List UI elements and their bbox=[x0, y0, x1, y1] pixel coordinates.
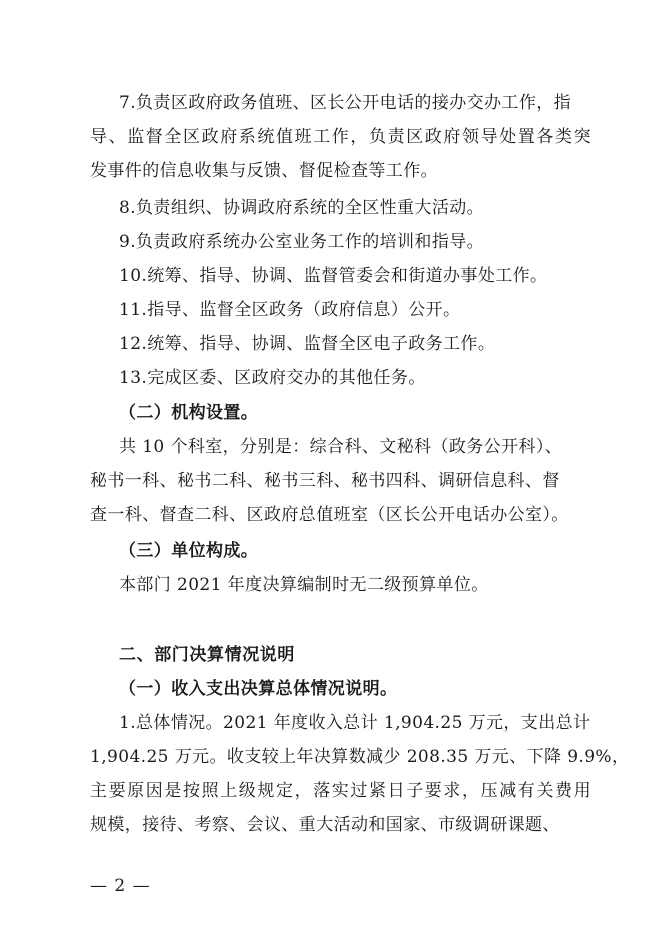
section-subheading: （二）机构设置。 bbox=[119, 403, 259, 423]
paragraph-line: 11.指导、监督全区政务（政府信息）公开。 bbox=[119, 300, 461, 320]
paragraph-line: 7.负责区政府政务值班、区长公开电话的接办交办工作，指 bbox=[119, 93, 572, 113]
paragraph-line: 发事件的信息收集与反馈、督促检查等工作。 bbox=[90, 161, 438, 181]
paragraph-line: 主要原因是按照上级规定，落实过紧日子要求，压减有关费用 bbox=[90, 781, 593, 801]
paragraph-line: 9.负责政府系统办公室业务工作的培训和指导。 bbox=[119, 232, 485, 252]
paragraph-line: 规模，接待、考察、会议、重大活动和国家、市级调研课题、 bbox=[90, 815, 560, 835]
paragraph-line: 1,904.25 万元。收支较上年决算数减少 208.35 万元、下降 9.9%， bbox=[90, 747, 630, 767]
paragraph-line: 导、监督全区政府系统值班工作，负责区政府领导处置各类突 bbox=[90, 127, 593, 147]
paragraph-line: 秘书一科、秘书二科、秘书三科、秘书四科、调研信息科、督 bbox=[90, 471, 560, 491]
paragraph-line: 共 10 个科室，分别是：综合科、文秘科（政务公开科）、 bbox=[119, 437, 563, 457]
paragraph-line: 13.完成区委、区政府交办的其他任务。 bbox=[119, 368, 426, 388]
paragraph-line: 12.统筹、指导、协调、监督全区电子政务工作。 bbox=[119, 334, 496, 354]
paragraph-line: 1.总体情况。2021 年度收入总计 1,904.25 万元，支出总计 bbox=[119, 713, 591, 733]
section-heading: 二、部门决算情况说明 bbox=[119, 645, 295, 665]
paragraph-line: 查一科、督查二科、区政府总值班室（区长公开电话办公室）。 bbox=[90, 505, 569, 525]
paragraph-line: 8.负责组织、协调政府系统的全区性重大活动。 bbox=[119, 198, 485, 218]
section-subheading: （一）收入支出决算总体情况说明。 bbox=[119, 679, 398, 699]
page-number: — 2 — bbox=[90, 876, 151, 896]
paragraph-line: 本部门 2021 年度决算编制时无二级预算单位。 bbox=[119, 575, 489, 595]
paragraph-line: 10.统筹、指导、协调、监督管委会和街道办事处工作。 bbox=[119, 266, 548, 286]
section-subheading: （三）单位构成。 bbox=[119, 541, 259, 561]
